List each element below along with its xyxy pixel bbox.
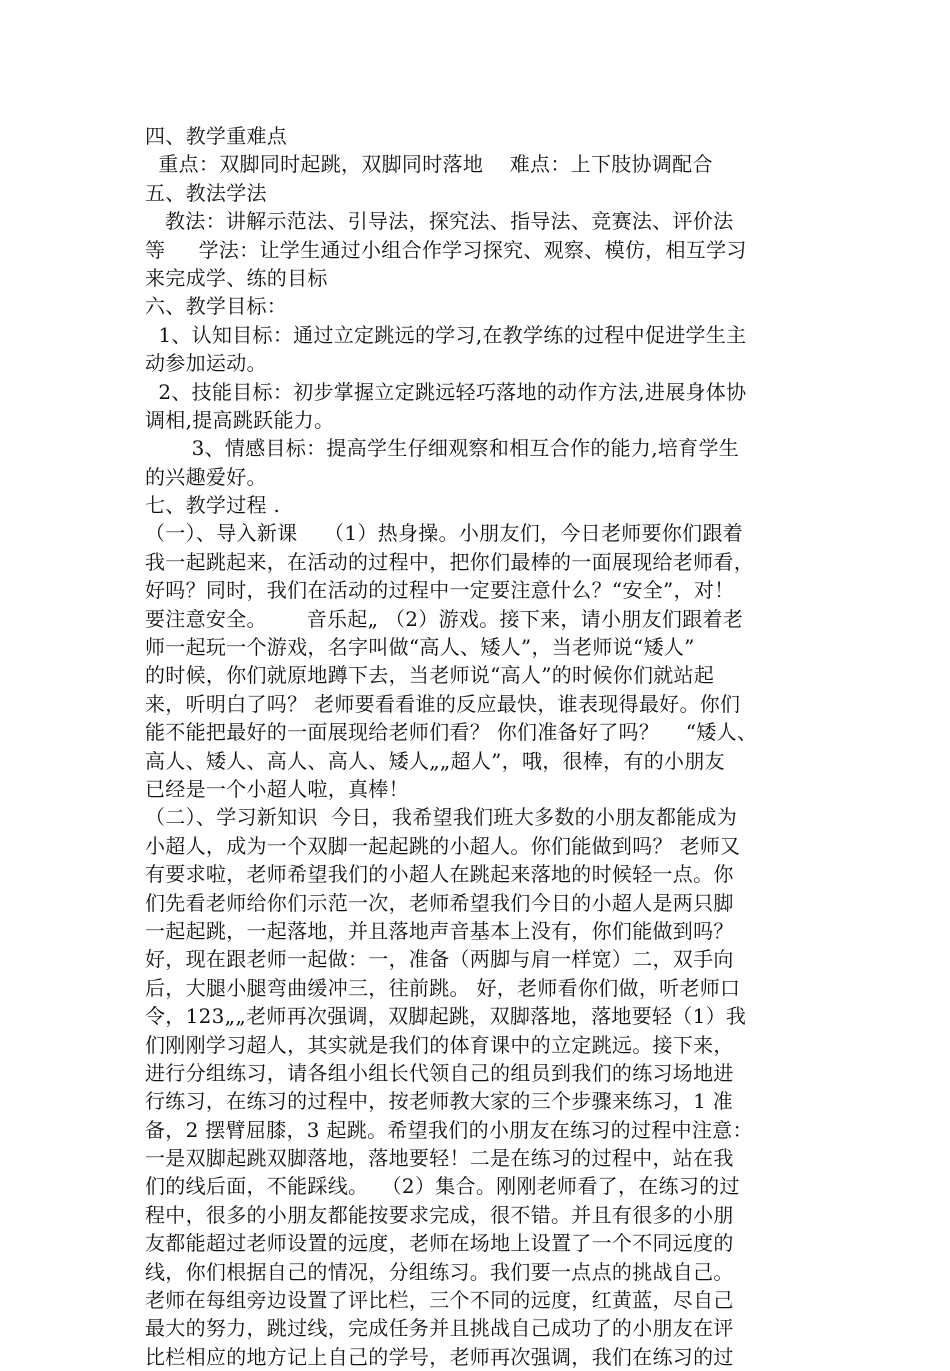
text-line: 线，你们根据自己的情况，分组练习。我们要一点点的挑战自己。 [145, 1259, 734, 1284]
text-line: 程中，很多的小朋友都能按要求完成，很不错。并且有很多的小朋 [145, 1202, 734, 1227]
text-line: 重点：双脚同时起跳，双脚同时落地 难点：上下肢协调配合 [145, 152, 713, 177]
text-line: 好吗？同时，我们在活动的过程中一定要注意什么？“安全”，对！ [145, 578, 735, 603]
text-line: 教法：讲解示范法、引导法，探究法、指导法、竞赛法、评价法 [145, 209, 734, 234]
text-line: 来，听明白了吗？ 老师要看看谁的反应最快，谁表现得最好。你们 [145, 691, 741, 716]
text-line: 的时候，你们就原地蹲下去，当老师说“高人”的时候你们就站起 [145, 663, 715, 688]
text-line: 来完成学、练的目标 [145, 265, 328, 290]
text-line: 友都能超过老师设置的远度，老师在场地上设置了一个不同远度的 [145, 1231, 734, 1256]
text-line: 最大的努力，跳过线，完成任务并且挑战自己成功了的小朋友在评 [145, 1316, 734, 1341]
document-body [145, 122, 815, 1371]
text-line: 我一起跳起来，在活动的过程中，把你们最棒的一面展现给老师看， [145, 549, 754, 574]
text-line: 1、认知目标：通过立定跳远的学习,在教学练的过程中促进学生主 [145, 322, 747, 347]
text-line: 调相,提高跳跃能力。 [145, 407, 335, 432]
text-line: 们的线后面，不能踩线。 （2）集合。刚刚老师看了，在练习的过 [145, 1174, 740, 1199]
text-line: 能不能把最好的一面展现给老师们看？ 你们准备好了吗？ “矮人、 [145, 720, 758, 745]
section-heading-goals: 六、教学目标： [145, 294, 288, 319]
text-line: 高人、矮人、高人、高人、矮人„„超人”，哦，很棒，有的小朋友 [145, 748, 725, 773]
text-line: 后，大腿小腿弯曲缓冲三，往前跳。 好，老师看你们做，听老师口 [145, 975, 741, 1000]
text-line: （一）、导入新课 （1）热身操。小朋友们，今日老师要你们跟着 [145, 521, 744, 546]
section-heading-process: 七、教学过程 . [145, 493, 281, 518]
text-line: 2、技能目标：初步掌握立定跳远轻巧落地的动作方法,进展身体协 [145, 379, 747, 404]
text-line: （二）、学习新知识 今日，我希望我们班大多数的小朋友都能成为 [145, 805, 738, 830]
text-line: 等 学法：让学生通过小组合作学习探究、观察、模仿，相互学习 [145, 237, 747, 262]
text-line: 比栏相应的地方记上自己的学号，老师再次强调，我们在练习的过 [145, 1344, 734, 1369]
text-line: 老师在每组旁边设置了评比栏，三个不同的远度，红黄蓝，尽自己 [145, 1288, 734, 1313]
text-line: 好，现在跟老师一起做：一，准备（两脚与肩一样宽）二，双手向 [145, 947, 734, 972]
text-line: 们刚刚学习超人，其实就是我们的体育课中的立定跳远。接下来， [145, 1032, 734, 1057]
text-line: 一起起跳，一起落地，并且落地声音基本上没有，你们能做到吗？ [145, 918, 734, 943]
text-line: 令，123„„老师再次强调，双脚起跳，双脚落地，落地要轻（1）我 [145, 1004, 747, 1029]
text-line: 已经是一个小超人啦，真棒！ [145, 776, 409, 801]
text-line: 的兴趣爱好。 [145, 464, 267, 489]
text-line: 进行分组练习，请各组小组长代领自己的组员到我们的练习场地进 [145, 1060, 734, 1085]
text-line: 小超人，成为一个双脚一起起跳的小超人。你们能做到吗？ 老师又 [145, 833, 741, 858]
text-line: 们先看老师给你们示范一次，老师希望我们今日的小超人是两只脚 [145, 890, 734, 915]
text-line: 动参加运动。 [145, 351, 267, 376]
text-line: 备，2 摆臂屈膝，3 起跳。希望我们的小朋友在练习的过程中注意： [145, 1117, 753, 1142]
text-line: 师一起玩一个游戏，名字叫做“高人、矮人”，当老师说“矮人” [145, 635, 695, 660]
text-line: 一是双脚起跳双脚落地，落地要轻！二是在练习的过程中，站在我 [145, 1146, 734, 1171]
text-line: 有要求啦，老师希望我们的小超人在跳起来落地的时候轻一点。你 [145, 862, 734, 887]
text-line: 3、情感目标：提高学生仔细观察和相互合作的能力,培育学生 [145, 436, 740, 461]
section-heading-methods: 五、教法学法 [145, 180, 267, 205]
text-line: 要注意安全。 音乐起„ （2）游戏。接下来，请小朋友们跟着老 [145, 606, 744, 631]
text-line: 行练习，在练习的过程中，按老师教大家的三个步骤来练习，1 准 [145, 1089, 734, 1114]
section-heading-key-points: 四、教学重难点 [145, 124, 288, 148]
